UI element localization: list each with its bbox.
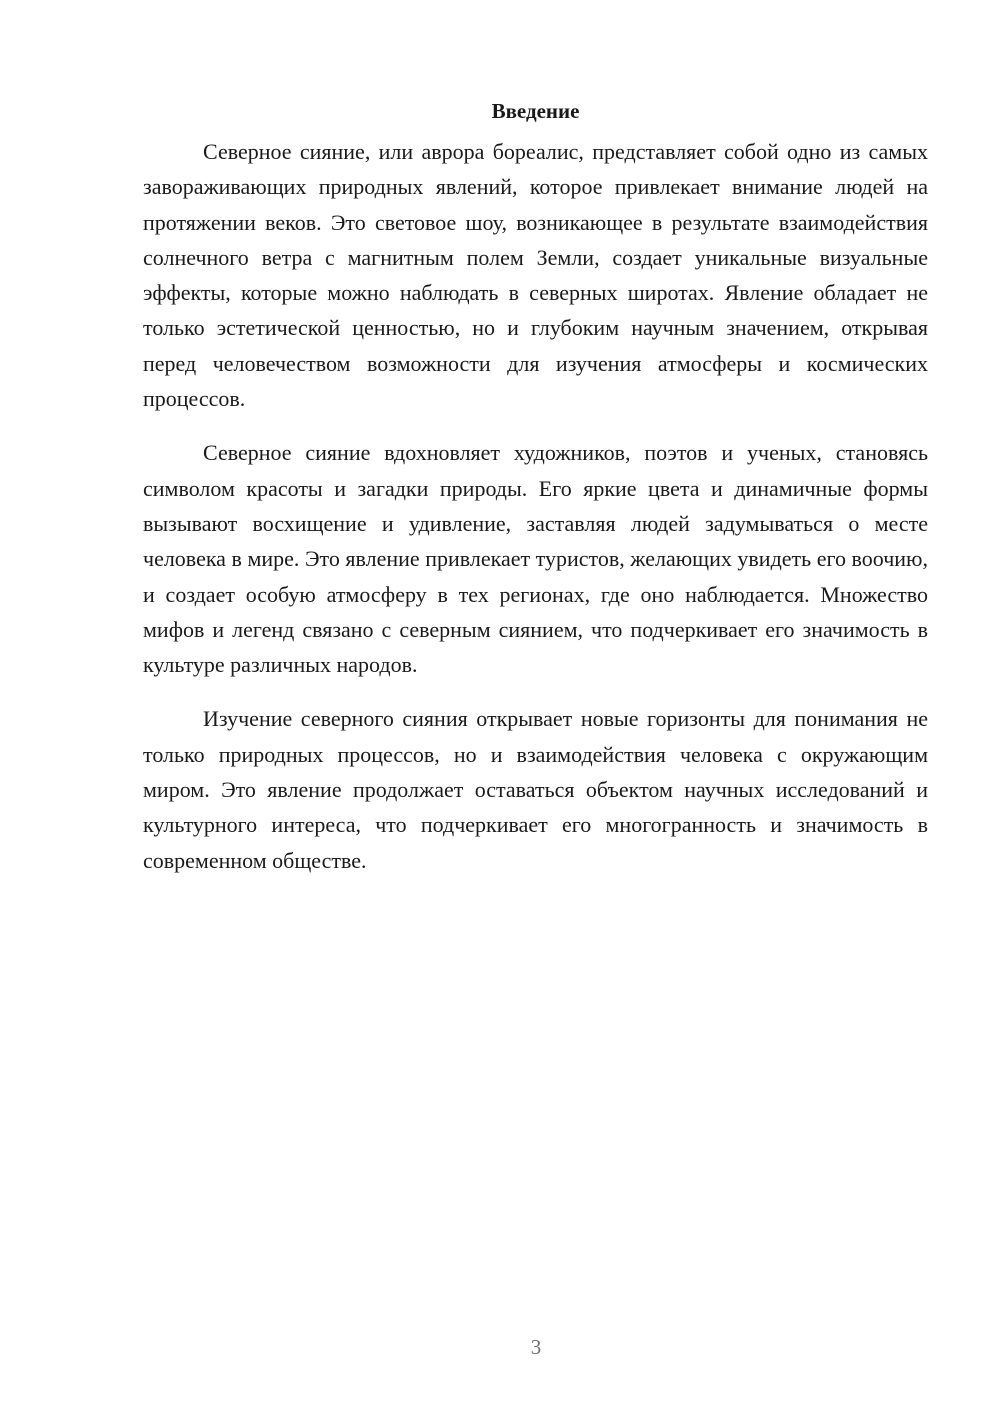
paragraph-1: Северное сияние, или аврора бореалис, представляет собой одно из самых завораживающих природных явлений, которое привлекает внимание людей на протяжении веков. Это световое шоу, возникающее в результате взаимодействия солнечного ветра с магнитным полем Земли, создает уникальные визуальные эффекты, которые можно наблюдать в северных широтах. Явление обладает не только эстетической ценностью, но и глубоким научным значением, открывая перед человечеством возможности для изучения атмосферы и космических процессов. xyxy=(143,139,928,412)
page-number: 3 xyxy=(530,1335,542,1359)
section-heading: Введение xyxy=(491,99,580,123)
paragraph-2: Северное сияние вдохновляет художников, поэтов и ученых, становясь символом красоты и загадки природы. Его яркие цвета и динамичные формы вызывают восхищение и удивление, заставляя людей задумываться о месте человека в мире. Это явление привлекает туристов, желающих увидеть его воочию, и создает особую атмосферу в тех регионах, где оно наблюдается. Множество мифов и легенд связано с северным сиянием, что подчеркивает его значимость в культуре различных народов. xyxy=(143,440,928,678)
paragraph-3: Изучение северного сияния открывает новые горизонты для понимания не только природных процессов, но и взаимодействия человека с окружающим миром. Это явление продолжает оставаться объектом научных исследований и культурного интереса, что подчеркивает его многогранность и значимость в современном обществе. xyxy=(143,706,928,873)
page-content xyxy=(143,96,928,897)
